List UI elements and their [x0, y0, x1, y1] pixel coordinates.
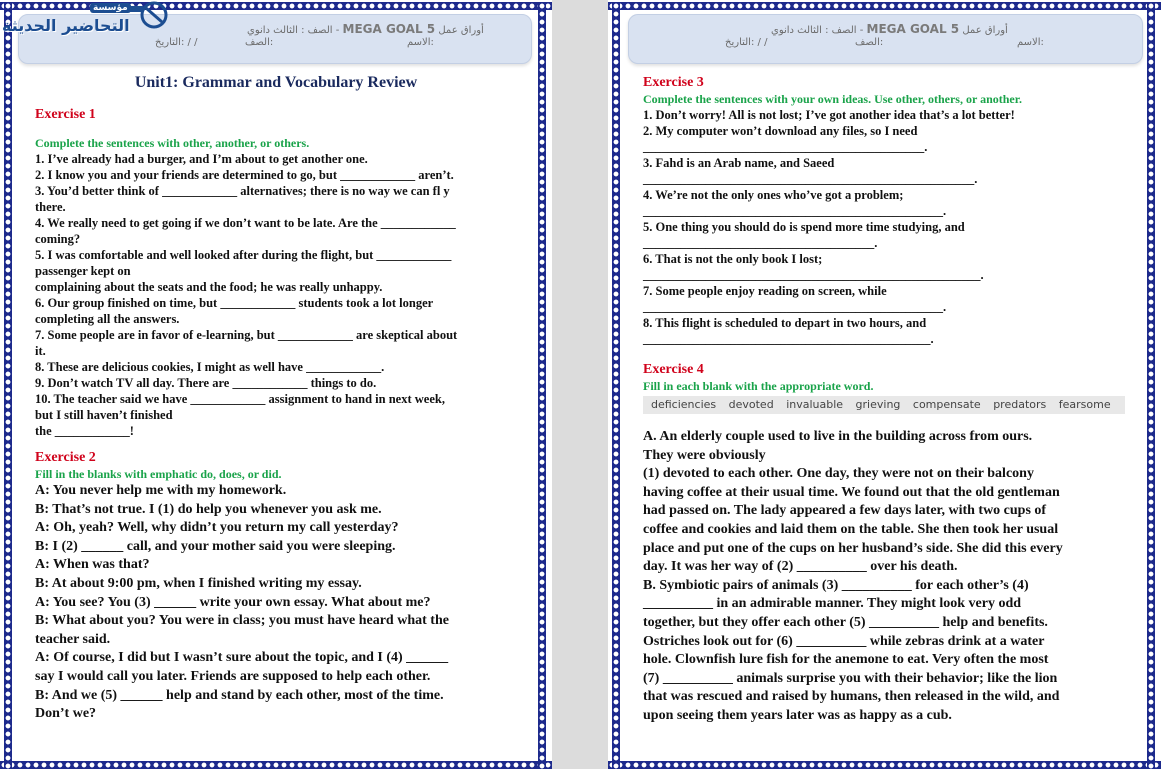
logo-badge: مؤسسة	[90, 3, 131, 13]
exercise-2-instruction: Fill in the blanks with emphatic do, does, or did.	[35, 467, 282, 481]
dialog-line: B: What about you? You were in class; you must have heard what the	[35, 613, 449, 629]
exercise-2-dialog	[35, 482, 517, 724]
passage-line: (1) devoted to each other. One day, they were not on their balcony	[643, 466, 1034, 482]
decorative-border-top	[608, 2, 1161, 10]
exercise-line: the ____________!	[35, 424, 134, 438]
passage-line: having coffee at their usual time. We found out that the old gentleman	[643, 484, 1060, 500]
dialog-line: A: Oh, yeah? Well, why didn’t you return my call yesterday?	[35, 520, 399, 536]
header-class-label: الصف:	[855, 37, 884, 48]
header-course-line	[771, 22, 1008, 36]
right-page-content	[643, 74, 1127, 726]
passage-line: Ostriches look out for (6) __________ while zebras drink at a water	[643, 633, 1045, 649]
worksheet-page-left	[0, 0, 552, 769]
header-fields-line	[629, 37, 1142, 51]
passage-line: place and put one of the cups on her husband’s side. She did this every	[643, 540, 1063, 556]
exercise-line: 2. I know you and your friends are determined to go, but ____________ aren’t.	[35, 168, 454, 182]
worksheet-header	[628, 14, 1143, 64]
exercise-line: 4. We’re not the only ones who’ve got a problem;	[643, 188, 904, 202]
exercise-line: coming?	[35, 232, 81, 246]
passage-line: day. It was her way of (2) __________ over his death.	[643, 559, 958, 575]
exercise-3-title: Exercise 3	[643, 75, 704, 90]
dialog-line: A: When was that?	[35, 557, 150, 573]
unit-title: Unit1: Grammar and Vocabulary Review	[134, 74, 418, 91]
answer-line: ______________________________________________________.	[643, 268, 984, 282]
answer-line: _____________________________________________.	[643, 140, 928, 154]
answer-line: _____________________________________.	[643, 236, 878, 250]
answer-line: _____________________________________________________.	[643, 172, 978, 186]
exercise-line: 4. We really need to get going if we don’t want to be late. Are the ____________	[35, 216, 456, 230]
word-bank-item: deficiencies	[651, 398, 717, 411]
exercise-line: 6. That is not the only book I lost;	[643, 252, 823, 266]
exercise-line: 8. This flight is scheduled to depart in two hours, and	[643, 316, 927, 330]
decorative-border-left	[4, 2, 12, 769]
exercise-line: complaining about the seats and the food; he was really unhappy.	[35, 280, 383, 294]
word-bank	[643, 396, 1125, 414]
passage-line: __________ in an admirable manner. They might look very odd	[643, 596, 1022, 612]
exercise-line: 6. Our group finished on time, but ____________ students took a lot longer	[35, 296, 434, 310]
decorative-border-bottom	[0, 761, 552, 769]
dialog-line: B: And we (5) ______ help and stand by each other, most of the time.	[35, 687, 444, 703]
exercise-line: 10. The teacher said we have ____________ assignment to hand in next week,	[35, 392, 445, 406]
exercise-line: 7. Some people enjoy reading on screen, while	[643, 284, 887, 298]
passage-line: They were obviously	[643, 447, 766, 463]
word-bank-item: fearsome	[1058, 398, 1111, 411]
exercise-line: 9. Don’t watch TV all day. There are ____________ things to do.	[35, 376, 377, 390]
decorative-border-bottom	[608, 761, 1161, 769]
dialog-line: A: Of course, I did but I wasn’t sure about the topic, and I (4) ______	[35, 650, 449, 666]
header-course-name: MEGA GOAL 5	[342, 22, 436, 36]
passage-line: coffee and cookies and laid them on the table. She then took her usual	[643, 521, 1059, 537]
dialog-line: A: You never help me with my homework.	[35, 483, 287, 498]
dialog-line: A: You see? You (3) ______ write your own essay. What about me?	[35, 594, 431, 610]
header-class-label: الصف:	[245, 37, 274, 48]
exercise-line: completing all the answers.	[35, 312, 180, 326]
passage-line: upon seeing them years later was as happy as a cub.	[643, 707, 952, 723]
header-grade-label: - الصف : الثالث دانوي	[771, 25, 864, 36]
exercise-line: 3. You’d better think of ____________ alternatives; there is no way we can fl y	[35, 184, 450, 198]
publisher-logo	[0, 0, 182, 44]
decorative-border-right	[538, 2, 546, 769]
exercise-line: but I still haven’t finished	[35, 408, 173, 422]
exercise-line: 1. I’ve already had a burger, and I’m about to get another one.	[35, 152, 368, 166]
exercise-line: 8. These are delicious cookies, I might as well have ____________.	[35, 360, 385, 374]
dialog-line: teacher said.	[35, 631, 111, 647]
exercise-line: 2. My computer won’t download any files, so I need	[643, 124, 918, 138]
answer-line: ________________________________________________.	[643, 300, 947, 314]
decorative-border-left	[612, 2, 620, 769]
dialog-line: say I would call you later. Friends are supposed to help each other.	[35, 668, 431, 684]
exercise-3-instruction: Complete the sentences with your own ideas. Use other, others, or another.	[643, 92, 1022, 106]
exercise-line: it.	[35, 344, 46, 358]
exercise-3-items	[643, 107, 1127, 347]
word-bank-item: predators	[993, 398, 1047, 411]
header-course-line	[247, 22, 484, 36]
exercise-2-title: Exercise 2	[35, 450, 96, 465]
header-worksheet-type: أوراق عمل	[438, 25, 484, 36]
answer-line: ________________________________________________.	[643, 204, 947, 218]
passage-line: (7) __________ animals surprise you with their behavior; like the lion	[643, 670, 1058, 686]
left-page-content	[35, 74, 517, 724]
passage-line: B. Symbiotic pairs of animals (3) __________ for each other’s (4)	[643, 577, 1029, 593]
logo-text: التحاضير الحديثة	[2, 16, 130, 35]
exercise-1-title: Exercise 1	[35, 107, 96, 122]
word-bank-item: compensate	[912, 398, 981, 411]
passage-line: together, but they offer each other (5) __________ help and benefits.	[643, 614, 1048, 630]
exercise-line: 5. I was comfortable and well looked after during the flight, but ____________	[35, 248, 452, 262]
passage-line: A. An elderly couple used to live in the building across from ours.	[643, 429, 1033, 444]
passage-line: that was rescued and raised by humans, then released in the wild, and	[643, 689, 1060, 705]
exercise-1-items	[35, 151, 517, 439]
exercise-4-passage	[643, 428, 1127, 726]
worksheet-page-right	[608, 0, 1161, 769]
header-grade-label: - الصف : الثالث دانوي	[247, 25, 340, 36]
exercise-line: 7. Some people are in favor of e-learning, but ____________ are skeptical about	[35, 328, 458, 342]
word-bank-item: devoted	[728, 398, 774, 411]
decorative-border-right	[1147, 2, 1155, 769]
exercise-line: 5. One thing you should do is spend more time studying, and	[643, 220, 965, 234]
header-worksheet-type: أوراق عمل	[962, 25, 1008, 36]
dialog-line: B: At about 9:00 pm, when I finished writing my essay.	[35, 575, 362, 591]
exercise-line: 1. Don’t worry! All is not lost; I’ve got another idea that’s a lot better!	[643, 108, 1015, 122]
exercise-4-instruction: Fill in each blank with the appropriate word.	[643, 379, 874, 393]
exercise-line: there.	[35, 200, 66, 214]
header-name-label: الاسم:	[1017, 37, 1044, 48]
header-date-label: التاريخ: / /	[725, 37, 768, 48]
header-date-label: التاريخ: / /	[155, 37, 198, 48]
header-name-label: الاسم:	[407, 37, 434, 48]
exercise-line: 3. Fahd is an Arab name, and Saeed	[643, 156, 835, 170]
exercise-line: passenger kept on	[35, 264, 131, 278]
dialog-line: B: That’s not true. I (1) do help you whenever you ask me.	[35, 501, 382, 517]
word-bank-item: invaluable	[786, 398, 844, 411]
dialog-line: B: I (2) ______ call, and your mother said you were sleeping.	[35, 538, 396, 554]
word-bank-item: grieving	[855, 398, 901, 411]
exercise-1-instruction: Complete the sentences with other, another, or others.	[35, 136, 310, 150]
exercise-4-title: Exercise 4	[643, 362, 704, 377]
passage-line: hole. Clownfish lure fish for the anemone to eat. Very often the most	[643, 652, 1049, 668]
header-course-name: MEGA GOAL 5	[866, 22, 960, 36]
answer-line: ______________________________________________.	[643, 332, 934, 346]
passage-line: had passed on. The lady appeared a few days later, with two cups of	[643, 503, 1047, 519]
dialog-line: Don’t we?	[35, 706, 97, 722]
